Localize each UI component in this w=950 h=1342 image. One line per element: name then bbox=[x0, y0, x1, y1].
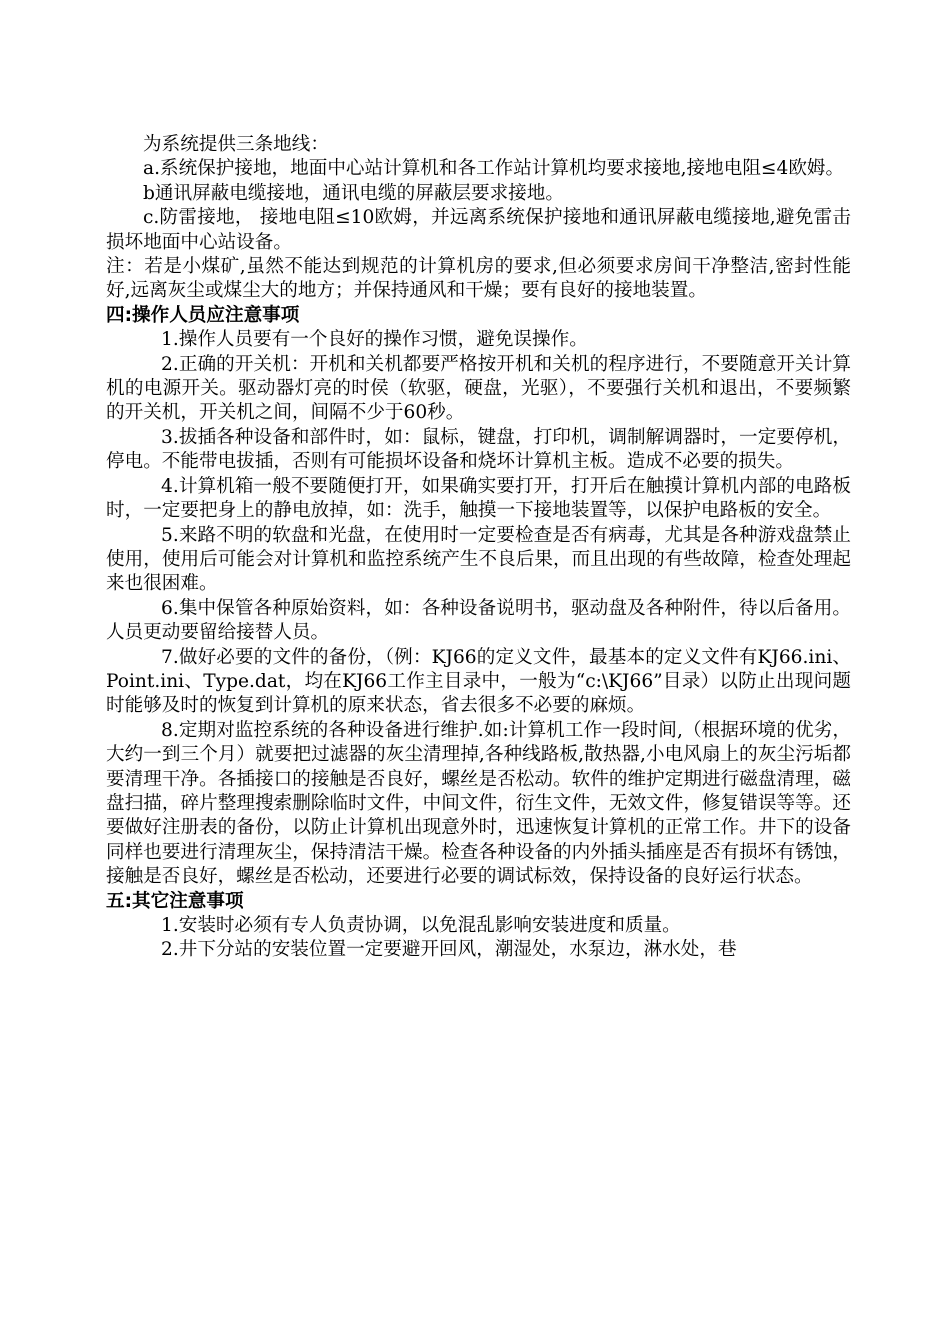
intro-lead: 为系统提供三条地线： bbox=[143, 134, 329, 155]
section-4-item: 3.拔插各种设备和部件时，如：鼠标，键盘，打印机，调制解调器时，一定要停机，停电。不能带电拔插，否则有可能损坏设备和烧坏计算机主板。造成不必要的损失。 bbox=[106, 426, 851, 473]
document-page bbox=[106, 133, 851, 963]
section-5-item: 2.井下分站的安装位置一定要避开回风，潮湿处，水泵边，淋水处，巷 bbox=[161, 939, 737, 961]
section-4-heading: 四:操作人员应注意事项 bbox=[106, 304, 300, 326]
section-4-item: 6.集中保管各种原始资料，如：各种设备说明书，驱动盘及各种附件，待以后备用。人员更动要留给接替人员。 bbox=[106, 597, 851, 644]
intro-item-a: a.系统保护接地，地面中心站计算机和各工作站计算机均要求接地,接地电阻≤4欧姆。 bbox=[143, 158, 845, 180]
section-4-item: 4.计算机箱一般不要随便打开，如果确实要打开，打开后在触摸计算机内部的电路板时，一定要把身上的静电放掉，如：洗手，触摸一下接地装置等，以保护电路板的安全。 bbox=[106, 475, 851, 522]
section-4-item: 8.定期对监控系统的各种设备进行维护.如:计算机工作一段时间,（根据环境的优劣，大约一到三个月）就要把过滤器的灰尘清理掉,各种线路板,散热器,小电风扇上的灰尘污垢都要清理干净。各插接口的接触是否良好，螺丝是否松动。软件的维护定期进行磁盘清理，磁盘扫描，碎片整理搜索删除临时文件，中间文件，衍生文件，无效文件，修复错误等等。还要做好注册表的备份，以防止计算机出现意外时，迅速恢复计算机的正常工作。井下的设备同样也要进行清理灰尘，保持清洁干燥。检查各种设备的内外插头插座是否有损坏有锈蚀，接触是否良好，螺丝是否松动，还要进行必要的调试标效，保持设备的良好运行状态。 bbox=[106, 719, 851, 888]
section-4-item: 2.正确的开关机：开机和关机都要严格按开机和关机的程序进行，不要随意开关计算机的电源开关。驱动器灯亮的时侯（软驱，硬盘，光驱），不要强行关机和退出，不要频繁的开关机，开关机之间，间隔不少于60秒。 bbox=[106, 353, 851, 424]
intro-item-c: c.防雷接地， 接地电阻≤10欧姆，并远离系统保护接地和通讯屏蔽电缆接地,避免雷击损坏地面中心站设备。 bbox=[106, 207, 851, 253]
intro-item-b: b通讯屏蔽电缆接地，通讯电缆的屏蔽层要求接地。 bbox=[143, 182, 564, 204]
section-4-item: 7.做好必要的文件的备份，（例：KJ66的定义文件，最基本的定义文件有KJ66.ini、Point.ini、Type.dat，均在KJ66工作主目录中，一般为“c:\KJ66”目录）以防止出现问题时能够及时的恢复到计算机的原来状态，省去很多不必要的麻烦。 bbox=[106, 646, 851, 717]
section-5-item: 1.安装时必须有专人负责协调，以免混乱影响安装进度和质量。 bbox=[161, 915, 681, 936]
section-4-item: 5.来路不明的软盘和光盘，在使用时一定要检查是否有病毒，尤其是各种游戏盘禁止使用，使用后可能会对计算机和监控系统产生不良后果，而且出现的有些故障，检查处理起来也很困难。 bbox=[106, 524, 851, 595]
section-4-item: 1.操作人员要有一个良好的操作习惯，避免误操作。 bbox=[161, 329, 588, 351]
section-5-heading: 五:其它注意事项 bbox=[106, 890, 244, 912]
intro-note: 注：若是小煤矿,虽然不能达到规范的计算机房的要求,但必须要求房间干净整洁,密封性能好,远离灰尘或煤尘大的地方；并保持通风和干燥；要有良好的接地装置。 bbox=[106, 256, 851, 302]
